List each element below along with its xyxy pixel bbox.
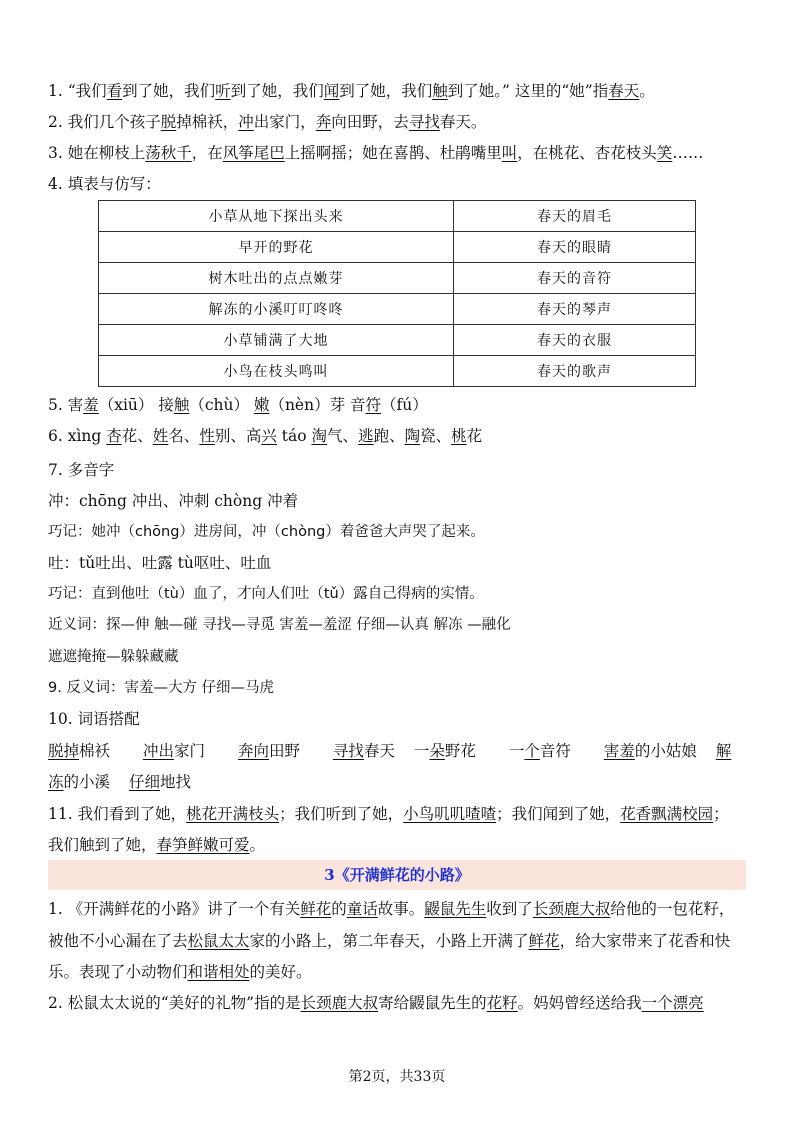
item-1: 1. “我们看到了她，我们听到了她，我们闻到了她，我们触到了她。” 这里的“她”指春天。 xyxy=(48,82,655,100)
polyphone-tu-tip: 巧记：直到他吐（tù）血了，才向人们吐（tǔ）露自己得病的实情。 xyxy=(48,586,484,602)
item-11-line-2: 我们触到了她，春笋鲜嫩可爱。 xyxy=(48,836,266,854)
table-cell: 早开的野花 xyxy=(99,232,454,263)
table-cell: 春天的音符 xyxy=(454,263,696,294)
s3-para-1-line-3: 乐。表现了小动物们和谐相处的美好。 xyxy=(48,963,312,981)
table-row xyxy=(99,294,696,325)
item-2: 2. 我们几个孩子脱掉棉袄，冲出家门，奔向田野，去寻找春天。 xyxy=(48,113,487,131)
collocations-line-2: 冻的小溪 仔细地找 xyxy=(48,773,191,791)
item-4-heading: 4. 填表与仿写： xyxy=(48,175,161,193)
table-cell: 小草从地下探出头来 xyxy=(99,201,454,232)
table-cell: 春天的眼睛 xyxy=(454,232,696,263)
item-5: 5. 害羞（xiū） 接触（chù） 嫩（nèn）芽 音符（fú） xyxy=(48,396,428,414)
polyphone-chong: 冲：chōng 冲出、冲刺 chòng 冲着 xyxy=(48,492,299,510)
item-6: 6. xìng 杏花、姓名、性别、高兴 táo 淘气、逃跑、陶瓷、桃花 xyxy=(48,427,483,445)
table-cell: 春天的歌声 xyxy=(454,356,696,387)
item-11-line-1: 11. 我们看到了她，桃花开满枝头；我们听到了她，小鸟叽叽喳喳；我们闻到了她，花香飘满校园； xyxy=(48,805,729,823)
table-cell: 树木吐出的点点嫩芽 xyxy=(99,263,454,294)
table-cell: 小草铺满了大地 xyxy=(99,325,454,356)
s3-para-1-line-2: 被他不小心漏在了去松鼠太太家的小路上，第二年春天，小路上开满了鲜花，给大家带来了花香和快 xyxy=(48,932,731,950)
table-cell: 春天的衣服 xyxy=(454,325,696,356)
synonyms-line-1: 近义词：探—伸 触—碰 寻找—寻觅 害羞—羞涩 仔细—认真 解冻 —融化 xyxy=(48,617,511,633)
table-row xyxy=(99,263,696,294)
item-10-heading: 10. 词语搭配 xyxy=(48,710,140,728)
fill-in-table xyxy=(98,200,696,387)
table-cell: 春天的琴声 xyxy=(454,294,696,325)
s3-para-2-line-1: 2. 松鼠太太说的“美好的礼物”指的是长颈鹿大叔寄给鼹鼠先生的花籽。妈妈曾经送给我一个漂亮 xyxy=(48,994,704,1012)
table-row xyxy=(99,201,696,232)
item-7-heading: 7. 多音字 xyxy=(48,461,115,479)
item-3: 3. 她在柳枝上荡秋千，在风筝尾巴上摇啊摇；她在喜鹊、杜鹃嘴里叫，在桃花、杏花枝头笑…… xyxy=(48,144,704,162)
section-title: 3《开满鲜花的小路》 xyxy=(324,866,470,884)
table-cell: 春天的眉毛 xyxy=(454,201,696,232)
item-9-antonyms: 9. 反义词：害羞—大方 仔细—马虎 xyxy=(48,680,275,696)
table-row xyxy=(99,356,696,387)
page-number: 第2页，共33页 xyxy=(348,1069,446,1085)
section-header-band xyxy=(48,860,746,890)
synonyms-line-2: 遮遮掩掩—躲躲藏藏 xyxy=(48,649,179,665)
table-cell: 解冻的小溪叮叮咚咚 xyxy=(99,294,454,325)
table-cell: 小鸟在枝头鸣叫 xyxy=(99,356,454,387)
polyphone-tu: 吐：tǔ吐出、吐露 tù呕吐、吐血 xyxy=(48,554,272,572)
table-row xyxy=(99,232,696,263)
collocations-line-1: 脱掉棉袄 冲出家门 奔向田野 寻找春天 一朵野花 一个音符 害羞的小姑娘 解 xyxy=(48,742,732,760)
table-row xyxy=(99,325,696,356)
polyphone-chong-tip: 巧记：她冲（chōng）进房间，冲（chòng）着爸爸大声哭了起来。 xyxy=(48,524,485,540)
s3-para-1-line-1: 1. 《开满鲜花的小路》讲了一个有关鲜花的童话故事。鼹鼠先生收到了长颈鹿大叔给他的一包花籽， xyxy=(48,900,735,918)
